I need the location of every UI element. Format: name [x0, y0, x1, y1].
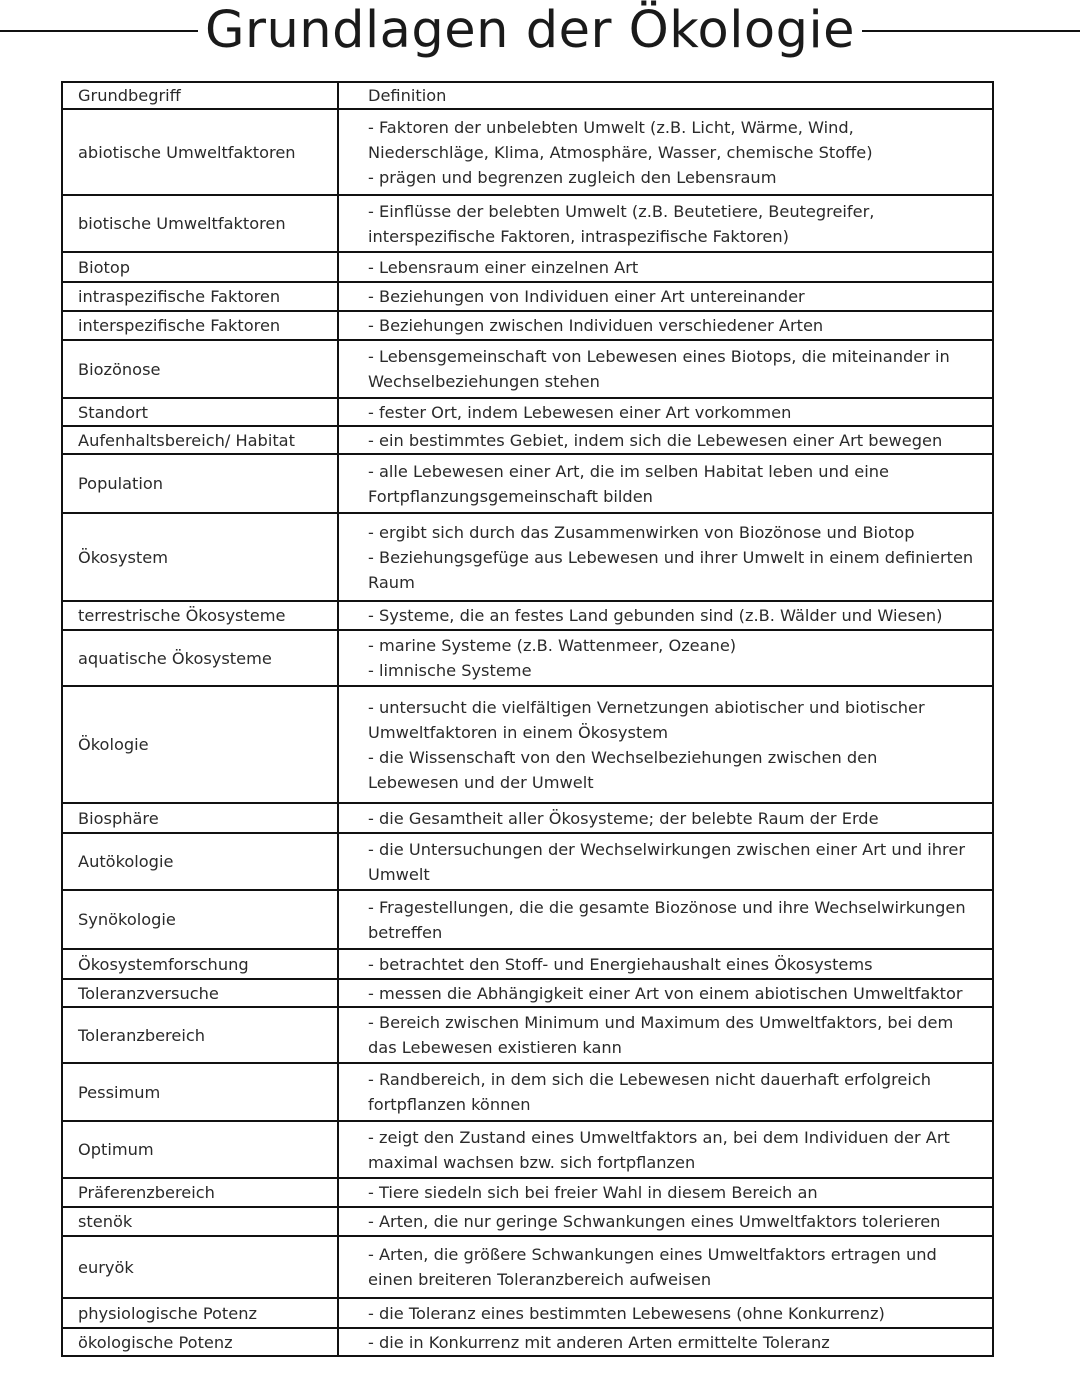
table-row — [62, 195, 993, 252]
table-row — [62, 949, 993, 979]
table-row — [62, 454, 993, 513]
table-row — [62, 282, 993, 311]
definition-line: fortpflanzen können — [368, 1095, 531, 1114]
definition-line: - Arten, die größere Schwankungen eines Umweltfaktors ertragen und — [368, 1245, 937, 1264]
terms-table — [61, 81, 994, 1357]
table-row — [62, 979, 993, 1007]
table-body — [62, 109, 993, 1356]
table-row — [62, 1207, 993, 1236]
term-cell: Ökosystemforschung — [62, 949, 338, 979]
definition-line: - ein bestimmtes Gebiet, indem sich die Lebewesen einer Art bewegen — [368, 430, 943, 450]
definition-cell — [338, 1207, 993, 1236]
header-definition: Definition — [338, 82, 993, 109]
definition-cell — [338, 1178, 993, 1207]
definition-line: - Beziehungen von Individuen einer Art untereinander — [368, 287, 805, 306]
term-cell: intraspezifische Faktoren — [62, 282, 338, 311]
definition-cell — [338, 426, 993, 454]
definition-line: - limnische Systeme — [368, 661, 532, 680]
term-cell: abiotische Umweltfaktoren — [62, 109, 338, 195]
definition-cell — [338, 311, 993, 340]
table-header-row — [62, 82, 993, 109]
term-cell: aquatische Ökosysteme — [62, 630, 338, 686]
header-term: Grundbegriff — [62, 82, 338, 109]
table-row — [62, 1121, 993, 1178]
term-cell: Aufenhaltsbereich/ Habitat — [62, 426, 338, 454]
table-row — [62, 833, 993, 890]
definition-cell — [338, 454, 993, 513]
definition-line: - Faktoren der unbelebten Umwelt (z.B. Licht, Wärme, Wind, — [368, 117, 854, 137]
definition-cell — [338, 195, 993, 252]
definition-line: - Lebensraum einer einzelnen Art — [368, 257, 639, 277]
definition-line: - Randbereich, in dem sich die Lebewesen nicht dauerhaft erfolgreich — [368, 1070, 932, 1089]
term-cell: Standort — [62, 398, 338, 426]
definition-cell — [338, 890, 993, 949]
definition-line: - die Toleranz eines bestimmten Lebewesens (ohne Konkurrenz) — [368, 1303, 885, 1323]
table-row — [62, 686, 993, 803]
definition-line: - messen die Abhängigkeit einer Art von einem abiotischen Umweltfaktor — [368, 983, 963, 1003]
table-row — [62, 1236, 993, 1298]
definition-cell — [338, 1236, 993, 1298]
term-cell: Ökosystem — [62, 513, 338, 601]
definition-cell — [338, 109, 993, 195]
definition-line: - untersucht die vielfältigen Vernetzungen abiotischer und biotischer — [368, 697, 925, 717]
definition-cell — [338, 1298, 993, 1328]
definition-cell — [338, 282, 993, 311]
definition-line: - marine Systeme (z.B. Wattenmeer, Ozeane) — [368, 636, 737, 655]
definition-line: einen breiteren Toleranzbereich aufweisen — [368, 1270, 712, 1289]
definition-line: Fortpflanzungsgemeinschaft bilden — [368, 486, 653, 506]
definition-cell — [338, 1121, 993, 1178]
term-cell: euryök — [62, 1236, 338, 1298]
definition-cell — [338, 686, 993, 803]
term-cell: Toleranzversuche — [62, 979, 338, 1007]
term-cell: Biotop — [62, 252, 338, 282]
term-cell: Optimum — [62, 1121, 338, 1178]
table-row — [62, 1007, 993, 1063]
definition-line: - Beziehungen zwischen Individuen verschiedener Arten — [368, 316, 824, 335]
table-row — [62, 630, 993, 686]
term-cell: Präferenzbereich — [62, 1178, 338, 1207]
definition-line: Lebewesen und der Umwelt — [368, 772, 594, 792]
page-title: Grundlagen der Ökologie — [205, 1, 855, 60]
table-row — [62, 513, 993, 601]
definition-line: - Bereich zwischen Minimum und Maximum des Umweltfaktors, bei dem — [368, 1013, 954, 1032]
definition-line: - Lebensgemeinschaft von Lebewesen eines Biotops, die miteinander in — [368, 347, 950, 366]
definition-line: - Tiere siedeln sich bei freier Wahl in diesem Bereich an — [368, 1183, 818, 1202]
table-row — [62, 252, 993, 282]
definition-line: - ergibt sich durch das Zusammenwirken von Biozönose und Biotop — [368, 522, 915, 542]
definition-cell — [338, 1063, 993, 1121]
table-row — [62, 1328, 993, 1356]
term-cell: interspezifische Faktoren — [62, 311, 338, 340]
term-cell: terrestrische Ökosysteme — [62, 601, 338, 630]
definition-line: - Beziehungsgefüge aus Lebewesen und ihrer Umwelt in einem definierten — [368, 547, 974, 567]
definition-line: Raum — [368, 572, 415, 592]
definition-cell — [338, 979, 993, 1007]
definition-line: - Arten, die nur geringe Schwankungen eines Umweltfaktors tolerieren — [368, 1212, 941, 1231]
title-rule-right — [862, 30, 1080, 32]
definition-cell — [338, 398, 993, 426]
table-row — [62, 109, 993, 195]
definition-line: - Fragestellungen, die die gesamte Biozönose und ihre Wechselwirkungen — [368, 897, 966, 917]
title-bar — [0, 0, 1080, 66]
definition-line: - Systeme, die an festes Land gebunden sind (z.B. Wälder und Wiesen) — [368, 606, 943, 625]
term-cell: Population — [62, 454, 338, 513]
definition-cell — [338, 252, 993, 282]
term-cell: Autökologie — [62, 833, 338, 890]
table-row — [62, 803, 993, 833]
definition-cell — [338, 833, 993, 890]
term-cell: Synökologie — [62, 890, 338, 949]
term-cell: Biosphäre — [62, 803, 338, 833]
definition-line: - Einflüsse der belebten Umwelt (z.B. Beutetiere, Beutegreifer, — [368, 201, 875, 221]
definition-line: Niederschläge, Klima, Atmosphäre, Wasser, chemische Stoffe) — [368, 142, 873, 162]
table-row — [62, 601, 993, 630]
definition-line: - die Gesamtheit aller Ökosysteme; der belebte Raum der Erde — [368, 808, 879, 828]
definition-line: - prägen und begrenzen zugleich den Lebensraum — [368, 167, 777, 187]
title-rule-left — [0, 30, 198, 32]
definition-line: - betrachtet den Stoff- und Energiehaushalt eines Ökosystems — [368, 954, 873, 974]
term-cell: physiologische Potenz — [62, 1298, 338, 1328]
definition-cell — [338, 340, 993, 398]
term-cell: Pessimum — [62, 1063, 338, 1121]
table-row — [62, 426, 993, 454]
definition-line: - die Wissenschaft von den Wechselbeziehungen zwischen den — [368, 747, 878, 767]
definition-line: Wechselbeziehungen stehen — [368, 372, 600, 391]
definition-line: Umweltfaktoren in einem Ökosystem — [368, 722, 669, 742]
definition-cell — [338, 513, 993, 601]
definition-cell — [338, 601, 993, 630]
definition-line: - die in Konkurrenz mit anderen Arten ermittelte Toleranz — [368, 1332, 830, 1352]
term-cell: Toleranzbereich — [62, 1007, 338, 1063]
table-row — [62, 1298, 993, 1328]
definition-cell — [338, 949, 993, 979]
definition-cell — [338, 630, 993, 686]
table-row — [62, 340, 993, 398]
definition-line: das Lebewesen existieren kann — [368, 1038, 622, 1057]
definition-cell — [338, 1328, 993, 1356]
definition-line: - zeigt den Zustand eines Umweltfaktors an, bei dem Individuen der Art — [368, 1127, 950, 1147]
table-row — [62, 1063, 993, 1121]
term-cell: stenök — [62, 1207, 338, 1236]
term-cell: Biozönose — [62, 340, 338, 398]
definition-line: interspezifische Faktoren, intraspezifische Faktoren) — [368, 226, 789, 246]
table-row — [62, 398, 993, 426]
definition-cell — [338, 803, 993, 833]
table-row — [62, 1178, 993, 1207]
table-row — [62, 890, 993, 949]
table-row — [62, 311, 993, 340]
definition-line: - die Untersuchungen der Wechselwirkungen zwischen einer Art und ihrer — [368, 839, 965, 859]
term-cell: Ökologie — [62, 686, 338, 803]
definition-cell — [338, 1007, 993, 1063]
definition-line: betreffen — [368, 922, 443, 942]
definition-line: - alle Lebewesen einer Art, die im selben Habitat leben und eine — [368, 461, 889, 481]
definition-line: - fester Ort, indem Lebewesen einer Art vorkommen — [368, 402, 792, 422]
definition-line: maximal wachsen bzw. sich fortpflanzen — [368, 1152, 696, 1172]
term-cell: biotische Umweltfaktoren — [62, 195, 338, 252]
term-cell: ökologische Potenz — [62, 1328, 338, 1356]
definition-line: Umwelt — [368, 864, 430, 884]
